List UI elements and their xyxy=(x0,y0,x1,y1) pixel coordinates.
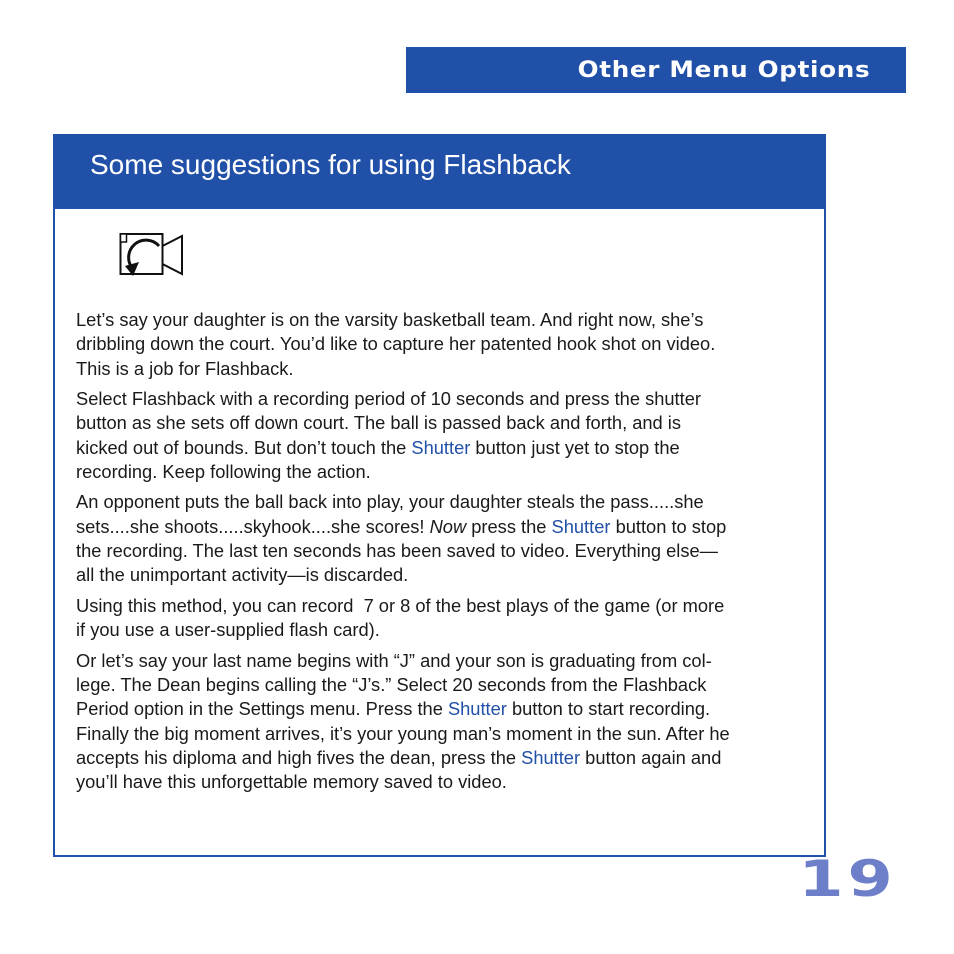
paragraph-5 xyxy=(76,649,816,795)
text-line: button again and xyxy=(580,746,722,768)
shutter-term: Shutter xyxy=(411,436,471,458)
text-line: lege. The Dean begins calling the “J’s.” Select 20 seconds from the Flashback xyxy=(76,673,707,695)
panel-title: Some suggestions for using Flashback xyxy=(55,136,824,209)
text-line: Period option in the Settings menu. Press the xyxy=(76,698,448,720)
text-line: Let’s say your daughter is on the varsity basketball team. And right now, she’s xyxy=(76,309,704,330)
text-line: This is a job for Flashback. xyxy=(76,357,294,379)
text-line: you’ll have this unforgettable memory saved to video. xyxy=(76,771,507,793)
emphasis-now: Now xyxy=(429,515,467,537)
text-line: button to stop xyxy=(610,515,727,537)
text-line: dribbling down the court. You’d like to capture her patented hook shot on video. xyxy=(76,333,716,355)
text-line: kicked out of bounds. But don’t touch the xyxy=(76,436,412,458)
text-line: button as she sets off down court. The ball is passed back and forth, and is xyxy=(76,412,682,434)
shutter-term: Shutter xyxy=(521,746,581,768)
text-line: sets....she shoots.....skyhook....she scores! xyxy=(76,515,430,537)
text-line: Select Flashback with a recording period of 10 seconds and press the shutter xyxy=(76,388,701,410)
paragraph-2 xyxy=(76,387,816,484)
shutter-term: Shutter xyxy=(447,698,507,720)
paragraph-1 xyxy=(76,308,816,381)
paragraph-4 xyxy=(76,594,816,643)
text-line: recording. Keep following the action. xyxy=(76,460,371,482)
shutter-term: Shutter xyxy=(551,515,611,537)
page-number: 19 xyxy=(798,850,897,908)
paragraph-3 xyxy=(76,490,816,587)
section-header xyxy=(406,47,906,93)
text-line: Finally the big moment arrives, it’s your young man’s moment in the sun. After he xyxy=(76,722,730,744)
text-line: press the xyxy=(466,515,552,537)
text-line: An opponent puts the ball back into play, your daughter steals the pass.....she xyxy=(76,491,704,513)
text-line: button just yet to stop the xyxy=(470,436,680,458)
text-line: Using this method, you can record 7 or 8 of the best plays of the game (or more xyxy=(76,594,725,616)
section-header-title: Other Menu Options xyxy=(577,57,870,83)
text-line: accepts his diploma and high fives the dean, press the xyxy=(76,746,522,768)
text-line: if you use a user-supplied flash card). xyxy=(76,619,380,641)
text-line: button to start recording. xyxy=(506,698,711,720)
suggestions-panel xyxy=(53,134,826,857)
text-line: the recording. The last ten seconds has been saved to video. Everything else— xyxy=(76,540,718,562)
flashback-camera-icon xyxy=(119,230,187,280)
text-line: Or let’s say your last name begins with “J” and your son is graduating from col- xyxy=(76,649,712,671)
body-text xyxy=(76,308,816,801)
text-line: all the unimportant activity—is discarded. xyxy=(76,564,409,586)
